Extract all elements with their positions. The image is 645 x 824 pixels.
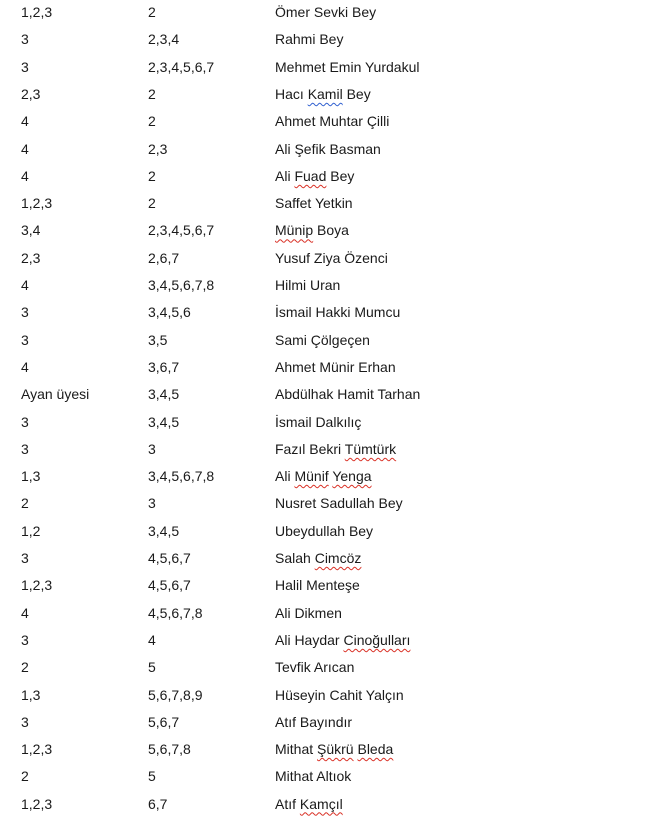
periods-cell: 3 bbox=[21, 58, 29, 75]
name-text: Ali bbox=[275, 167, 295, 184]
name-text: Hüseyin Cahit Yalçın bbox=[275, 686, 404, 703]
terms-cell: 5,6,7,8,9 bbox=[148, 686, 203, 703]
name-text: Ahmet Muhtar Çilli bbox=[275, 113, 390, 130]
terms-cell: 3,4,5 bbox=[148, 522, 180, 539]
periods-cell: 2 bbox=[21, 659, 29, 676]
terms-cell: 2 bbox=[148, 4, 156, 20]
name-cell bbox=[275, 330, 370, 350]
terms-cell: 2 bbox=[148, 85, 156, 102]
table-row bbox=[0, 439, 645, 459]
name-text: Atıf bbox=[275, 795, 300, 812]
periods-cell: 1,2 bbox=[21, 522, 41, 539]
name-cell bbox=[275, 685, 404, 705]
table-row bbox=[0, 275, 645, 295]
periods-cell: 3 bbox=[21, 713, 29, 730]
table-row bbox=[0, 794, 645, 814]
name-cell bbox=[275, 575, 360, 595]
name-text: İsmail Hakki Mumcu bbox=[275, 304, 401, 321]
terms-cell: 3,5 bbox=[148, 331, 168, 348]
name-cell bbox=[275, 739, 393, 759]
name-cell bbox=[275, 220, 349, 240]
name-cell bbox=[275, 766, 351, 786]
spellcheck-mark: Fuad bbox=[294, 167, 327, 184]
name-text: Hacı bbox=[275, 85, 308, 102]
table-row bbox=[0, 575, 645, 595]
table-row bbox=[0, 248, 645, 268]
periods-cell: 1,3 bbox=[21, 468, 41, 485]
table-row bbox=[0, 739, 645, 759]
name-cell bbox=[275, 439, 396, 459]
periods-cell: 2 bbox=[21, 495, 29, 512]
name-text: Ubeydullah Bey bbox=[275, 522, 374, 539]
name-cell bbox=[275, 712, 352, 732]
spellcheck-mark: Yenga bbox=[332, 468, 372, 485]
spellcheck-mark: Kamçıl bbox=[299, 795, 343, 812]
terms-cell: 3 bbox=[148, 495, 156, 512]
spellcheck-mark: Münif bbox=[294, 468, 329, 485]
table-row bbox=[0, 603, 645, 623]
spellcheck-mark: Cinoğulları bbox=[343, 631, 411, 648]
table-row bbox=[0, 166, 645, 186]
table-row bbox=[0, 57, 645, 77]
name-text: Mithat bbox=[275, 741, 318, 758]
name-cell bbox=[275, 29, 343, 49]
terms-cell: 3 bbox=[148, 440, 156, 457]
name-cell bbox=[275, 466, 372, 486]
name-cell bbox=[275, 139, 381, 159]
terms-cell: 3,4,5,6,7,8 bbox=[148, 468, 215, 485]
name-text: Rahmi Bey bbox=[275, 31, 344, 48]
periods-cell: 1,2,3 bbox=[21, 4, 53, 20]
name-cell bbox=[275, 302, 400, 322]
terms-cell: 2 bbox=[148, 195, 156, 212]
name-cell bbox=[275, 84, 371, 104]
periods-cell: 3 bbox=[21, 631, 29, 648]
table-row bbox=[0, 412, 645, 432]
table-row bbox=[0, 493, 645, 513]
periods-cell: 3 bbox=[21, 331, 29, 348]
name-text: Ömer Sevki Bey bbox=[275, 4, 377, 20]
name-cell bbox=[275, 2, 376, 22]
terms-cell: 2,3 bbox=[148, 140, 168, 157]
name-cell bbox=[275, 275, 340, 295]
terms-cell: 4 bbox=[148, 631, 156, 648]
table-row bbox=[0, 657, 645, 677]
name-text: Yusuf Ziya Özenci bbox=[275, 249, 388, 266]
terms-cell: 2 bbox=[148, 167, 156, 184]
table-row bbox=[0, 2, 645, 22]
table-row bbox=[0, 548, 645, 568]
name-text: İsmail Dalkılıç bbox=[275, 413, 362, 430]
name-text: Mithat Altıok bbox=[275, 768, 352, 785]
terms-cell: 2,3,4 bbox=[148, 31, 180, 48]
name-text: Boya bbox=[313, 222, 349, 239]
name-cell bbox=[275, 111, 389, 131]
terms-cell: 6,7 bbox=[148, 795, 168, 812]
periods-cell: 1,2,3 bbox=[21, 577, 53, 594]
periods-cell: 1,2,3 bbox=[21, 741, 53, 758]
name-cell bbox=[275, 166, 354, 186]
periods-cell: 4 bbox=[21, 358, 29, 375]
table-row bbox=[0, 712, 645, 732]
name-text: Fazıl Bekri bbox=[275, 440, 345, 457]
name-text: Salah bbox=[275, 550, 315, 566]
table-row bbox=[0, 302, 645, 322]
spellcheck-mark: Münip bbox=[275, 222, 314, 239]
table-row bbox=[0, 84, 645, 104]
terms-cell: 5,6,7 bbox=[148, 713, 180, 730]
periods-cell: 3 bbox=[21, 440, 29, 457]
terms-cell: 4,5,6,7,8 bbox=[148, 604, 203, 621]
name-text: Ali Şefik Basman bbox=[275, 140, 381, 157]
name-text: Sami Çölgeçen bbox=[275, 331, 370, 348]
table-row bbox=[0, 139, 645, 159]
name-cell bbox=[275, 493, 403, 513]
table-row bbox=[0, 521, 645, 541]
periods-cell: 3 bbox=[21, 31, 29, 48]
table-row bbox=[0, 630, 645, 650]
spellcheck-mark: Şükrü bbox=[317, 741, 354, 758]
name-text: Tevfik Arıcan bbox=[275, 659, 355, 676]
terms-cell: 5 bbox=[148, 768, 156, 785]
terms-cell: 5 bbox=[148, 659, 156, 676]
name-text: Hilmi Uran bbox=[275, 277, 341, 293]
name-text: Nusret Sadullah Bey bbox=[275, 495, 403, 512]
name-cell bbox=[275, 57, 419, 77]
name-text: Bey bbox=[326, 167, 355, 184]
name-text: Ali bbox=[275, 468, 295, 485]
name-cell bbox=[275, 794, 343, 814]
periods-cell: Ayan üyesi bbox=[21, 386, 90, 403]
periods-cell: 1,2,3 bbox=[21, 195, 53, 212]
periods-cell: 2 bbox=[21, 768, 29, 785]
table-row bbox=[0, 330, 645, 350]
terms-cell: 2 bbox=[148, 113, 156, 130]
spellcheck-mark: Bleda bbox=[357, 741, 394, 758]
name-text: Ahmet Münir Erhan bbox=[275, 358, 396, 375]
terms-cell: 5,6,7,8 bbox=[148, 741, 191, 758]
terms-cell: 2,3,4,5,6,7 bbox=[148, 222, 215, 239]
spellcheck-mark: Tümtürk bbox=[344, 440, 397, 457]
periods-cell: 2,3 bbox=[21, 85, 41, 102]
table-row bbox=[0, 111, 645, 131]
periods-cell: 3 bbox=[21, 550, 29, 566]
grammar-mark: Kamil bbox=[307, 85, 343, 102]
name-cell bbox=[275, 384, 420, 404]
periods-cell: 4 bbox=[21, 277, 29, 293]
name-text: Ali Haydar bbox=[275, 631, 344, 648]
name-cell bbox=[275, 412, 361, 432]
name-cell bbox=[275, 193, 353, 213]
name-text: Bey bbox=[342, 85, 371, 102]
terms-cell: 3,4,5,6,7,8 bbox=[148, 277, 215, 293]
name-cell bbox=[275, 248, 388, 268]
periods-cell: 1,2,3 bbox=[21, 795, 53, 812]
table-row bbox=[0, 357, 645, 377]
periods-cell: 4 bbox=[21, 167, 29, 184]
spellcheck-mark: Cimcöz bbox=[314, 550, 362, 566]
terms-cell: 4,5,6,7 bbox=[148, 577, 191, 594]
name-text: Atıf Bayındır bbox=[275, 713, 353, 730]
table-row bbox=[0, 685, 645, 705]
name-cell bbox=[275, 657, 354, 677]
name-text: Halil Menteşe bbox=[275, 577, 360, 594]
name-cell bbox=[275, 357, 396, 377]
periods-cell: 3 bbox=[21, 304, 29, 321]
periods-cell: 4 bbox=[21, 140, 29, 157]
periods-cell: 3 bbox=[21, 413, 29, 430]
table-row bbox=[0, 466, 645, 486]
table-row bbox=[0, 220, 645, 240]
terms-cell: 4,5,6,7 bbox=[148, 550, 191, 566]
terms-cell: 3,6,7 bbox=[148, 358, 180, 375]
periods-cell: 1,3 bbox=[21, 686, 41, 703]
name-text: Abdülhak Hamit Tarhan bbox=[275, 386, 421, 403]
name-cell bbox=[275, 521, 373, 541]
terms-cell: 3,4,5 bbox=[148, 413, 180, 430]
name-text: Ali Dikmen bbox=[275, 604, 342, 621]
terms-cell: 3,4,5,6 bbox=[148, 304, 191, 321]
table-row bbox=[0, 193, 645, 213]
name-text: Mehmet Emin Yurdakul bbox=[275, 58, 420, 75]
terms-cell: 2,6,7 bbox=[148, 249, 180, 266]
table-row bbox=[0, 29, 645, 49]
name-cell bbox=[275, 630, 410, 650]
name-cell bbox=[275, 548, 361, 568]
periods-cell: 3,4 bbox=[21, 222, 41, 239]
table-row bbox=[0, 766, 645, 786]
terms-cell: 3,4,5 bbox=[148, 386, 180, 403]
terms-cell: 2,3,4,5,6,7 bbox=[148, 58, 215, 75]
name-text: Saffet Yetkin bbox=[275, 195, 353, 212]
table-row bbox=[0, 384, 645, 404]
periods-cell: 2,3 bbox=[21, 249, 41, 266]
periods-cell: 4 bbox=[21, 604, 29, 621]
name-cell bbox=[275, 603, 342, 623]
periods-cell: 4 bbox=[21, 113, 29, 130]
